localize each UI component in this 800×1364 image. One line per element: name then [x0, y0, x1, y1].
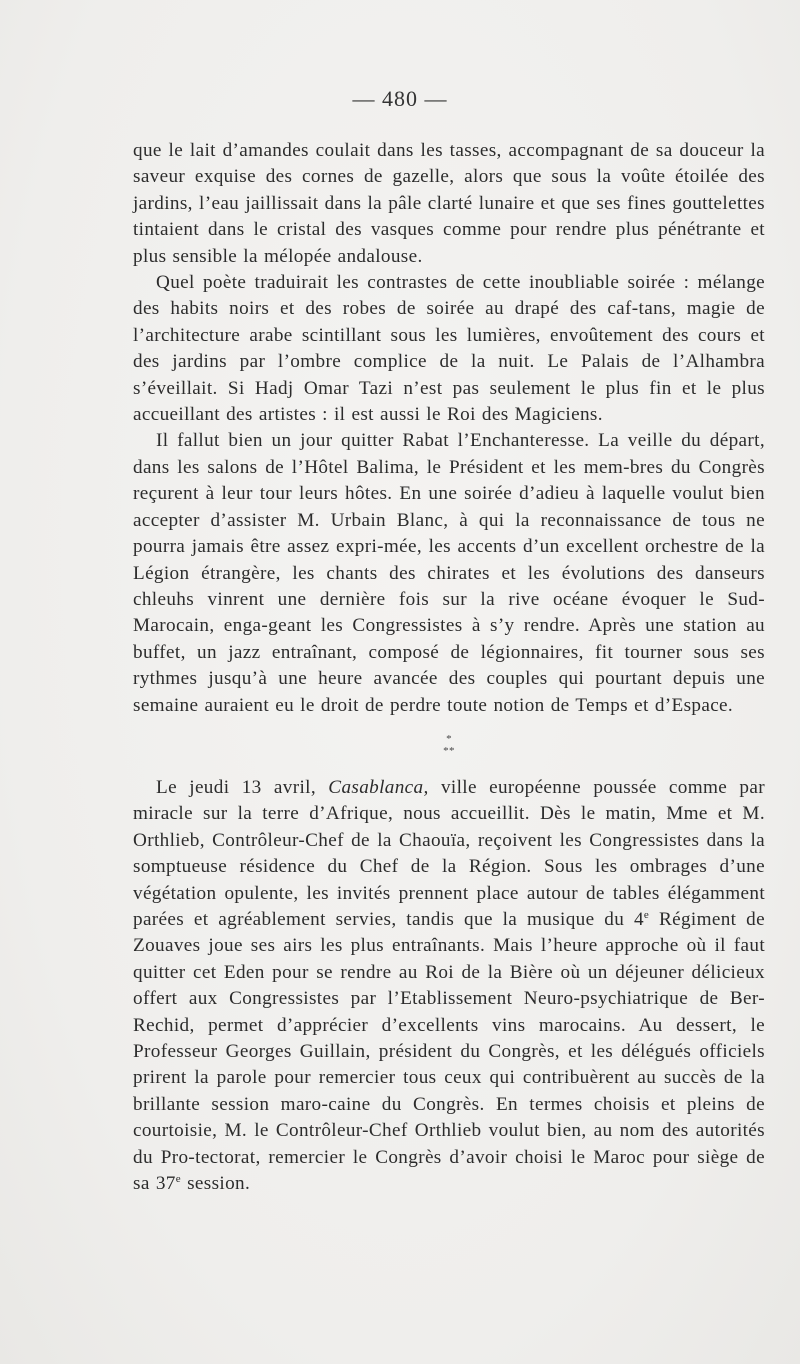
paragraph-1: que le lait d’amandes coulait dans les tasses, accompagnant de sa douceur la saveur exquise des cornes de gazelle, alors que sous la voûte étoilée des jardins, l’eau jaillissait dans la pâle clarté lunaire et que ses fines gouttelettes tintaient dans le cristal des vasques comme pour rendre plus pénétrante et plus sensible la mélopée andalouse.: [133, 140, 765, 267]
p4-superscript-2: e: [175, 1173, 181, 1186]
body-text: [133, 138, 765, 1197]
asterism-bottom: **: [443, 744, 455, 757]
paragraph-4: [133, 775, 765, 1198]
section-separator-asterism: [133, 733, 765, 757]
p4-part-c: session.: [187, 1173, 251, 1195]
p4-part-b: Régiment de Zouaves joue ses airs les plus entraînants. Mais l’heure approche où il faut quitter cet Eden pour se rendre au Roi de la Bière où un déjeuner délicieux offert aux Congressistes par l’Etablissement Neuro-psychiatrique de Ber-Rechid, permet d’apprécier d’excellents vins marocains. Au dessert, le Professeur Georges Guillain, président du Congrès, et les délégués officiels prirent la parole pour remercier tous ceux qui contribuèrent au succès de la brillante session maro-caine du Congrès. En termes choisis et pleins de courtoisie, M. le Contrôleur-Chef Orthlieb voulut bien, au nom des autorités du Pro-tectorat, remercier le Congrès d’avoir choisi le Maroc pour siège de sa 37: [133, 908, 765, 1195]
asterism-top: *: [446, 732, 452, 745]
paragraph-2: Quel poète traduirait les contrastes de cette inoubliable soirée : mélange des habits noirs et des robes de soirée au drapé des caf-tans, magie de l’architecture arabe scintillant sous les lumières, envoûtement des cours et des jardins par l’ombre complice de la nuit. Le Palais de l’Alhambra s’éveillait. Si Hadj Omar Tazi n’est pas seulement le plus fin et le plus accueillant des artistes : il est aussi le Roi des Magiciens.: [133, 272, 765, 426]
page-number: — 480 —: [352, 86, 448, 111]
p4-superscript-1: e: [643, 908, 650, 921]
p4-lead: Le jeudi 13 avril,: [156, 776, 316, 798]
paragraph-3: Il fallut bien un jour quitter Rabat l’Enchanteresse. La veille du départ, dans les salons de l’Hôtel Balima, le Président et les mem-bres du Congrès reçurent à leur tour leurs hôtes. En une soirée d’adieu à laquelle voulut bien accepter d’assister M. Urbain Blanc, à qui la reconnaissance de tous ne pourra jamais être assez expri-mée, les accents d’un excellent orchestre de la Légion étrangère, les chants des chirates et les évolutions des danseurs chleuhs vinrent une dernière fois sur la rive océane évoquer le Sud-Marocain, enga-geant les Congressistes à s’y rendre. Après une station au buffet, un jazz entraînant, composé de légionnaires, fit tourner sous ses rythmes jusqu’à une heure avancée des couples qui pourtant depuis une semaine auraient eu le droit de perdre toute notion de Temps et d’Espace.: [133, 430, 765, 716]
p4-part-a: ville européenne poussée comme par miracle sur la terre d’Afrique, nous accueillit. Dès le matin, Mme et M. Orthlieb, Contrôleur-Chef de la Chaouïa, reçoivent les Congressistes dans la somptueuse résidence du Chef de la Région. Sous les ombrages d’une végétation opulente, les invités prennent place autour de tables élégamment parées et agréablement servies, tandis que la musique du 4: [133, 776, 765, 930]
p4-city-italic: Casablanca,: [328, 776, 429, 798]
